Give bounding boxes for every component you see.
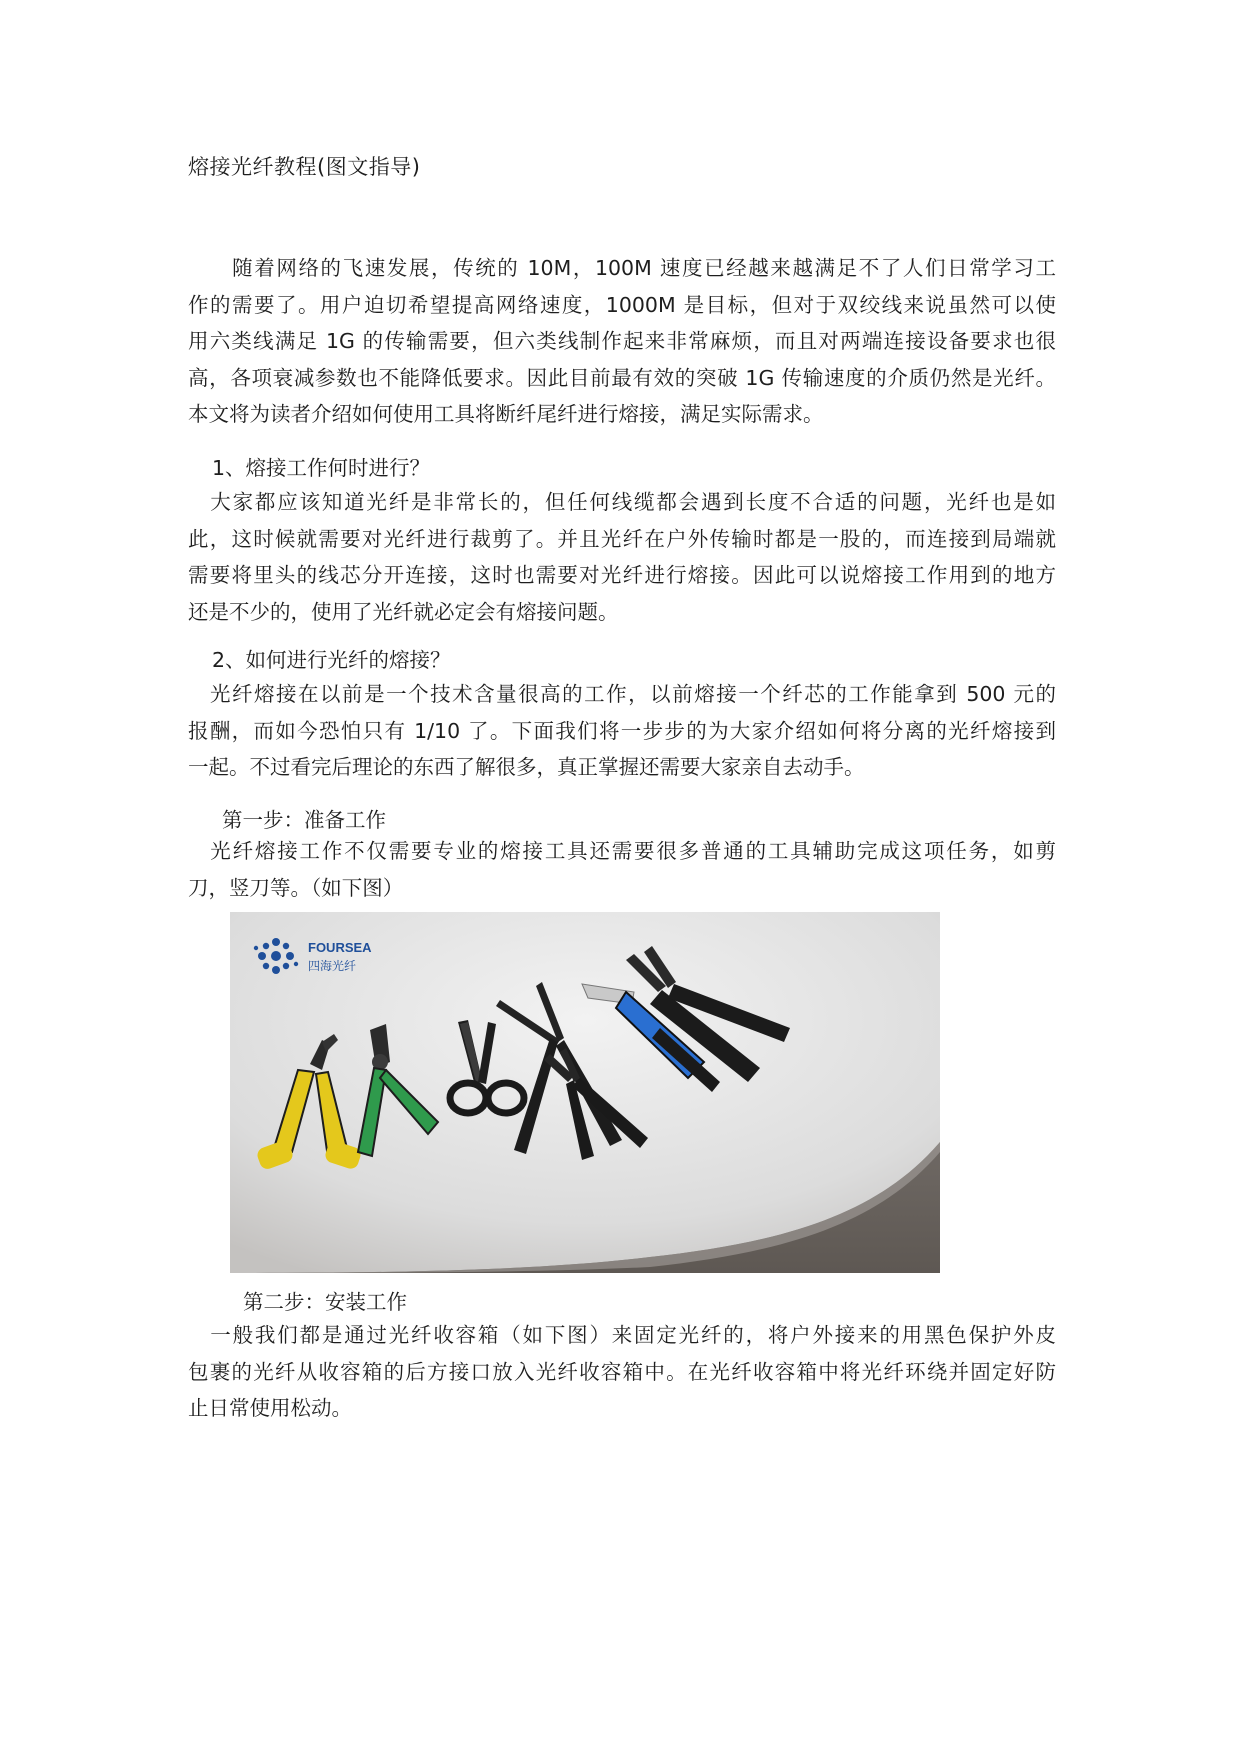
paragraph-line: 包裹的光纤从收容箱的后方接口放入光纤收容箱中。在光纤收容箱中将光纤环绕并固定好防 [188, 1359, 1056, 1384]
paragraph-line: 此，这时候就需要对光纤进行裁剪了。并且光纤在户外传输时都是一股的，而连接到局端就 [188, 526, 1056, 551]
paragraph-line: 报酬，而如今恐怕只有 1/10 了。下面我们将一步步的为大家介绍如何将分离的光纤熔接到 [188, 718, 1056, 743]
document-title: 熔接光纤教程(图文指导) [188, 155, 421, 179]
paragraph-line: 本文将为读者介绍如何使用工具将断纤尾纤进行熔接，满足实际需求。 [188, 402, 824, 426]
paragraph-line: 随着网络的飞速发展，传统的 10M，100M 速度已经越来越满足不了人们日常学习工 [188, 256, 1056, 280]
paragraph-line: 高，各项衰减参数也不能降低要求。因此目前最有效的突破 1G 传输速度的介质仍然是光纤。 [188, 365, 1056, 390]
paragraph-line: 需要将里头的线芯分开连接，这时也需要对光纤进行熔接。因此可以说熔接工作用到的地方 [188, 563, 1056, 587]
logo-cn-text: 四海光纤 [308, 959, 357, 973]
section-heading-2: 2、如何进行光纤的熔接？ [212, 648, 451, 672]
step-paragraph-2 [188, 1317, 1056, 1427]
section-heading-1: 1、熔接工作何时进行？ [212, 456, 431, 480]
paragraph-line: 一般我们都是通过光纤收容箱（如下图）来固定光纤的，将户外接来的用黑色保护外皮 [188, 1323, 1056, 1347]
section-paragraph-2 [188, 676, 1056, 786]
step-paragraph-1 [188, 833, 1056, 906]
paragraph-line: 还是不少的，使用了光纤就必定会有熔接问题。 [188, 599, 619, 624]
paragraph-line: 光纤熔接在以前是一个技术含量很高的工作，以前熔接一个纤芯的工作能拿到 500 元的 [188, 682, 1056, 706]
tools-illustration [230, 912, 940, 1273]
paragraph-line: 一起。不过看完后理论的东西了解很多，真正掌握还需要大家亲自去动手。 [188, 755, 865, 779]
paragraph-line: 作的需要了。用户迫切希望提高网络速度，1000M 是目标，但对于双绞线来说虽然可以使 [188, 292, 1056, 317]
logo-en-text: FOURSEA [308, 940, 372, 955]
step-heading-2: 第二步：安装工作 [243, 1290, 407, 1314]
intro-paragraph [188, 250, 1056, 433]
tools-photo [230, 912, 940, 1273]
paragraph-line: 光纤熔接工作不仅需要专业的熔接工具还需要很多普通的工具辅助完成这项任务，如剪 [188, 839, 1056, 863]
step-heading-1: 第一步：准备工作 [222, 808, 386, 832]
paragraph-line: 止日常使用松动。 [188, 1396, 352, 1420]
section-paragraph-1 [188, 484, 1056, 630]
paragraph-line: 大家都应该知道光纤是非常长的，但任何线缆都会遇到长度不合适的问题，光纤也是如 [188, 490, 1056, 514]
paragraph-line: 刀，竖刀等。（如下图） [188, 875, 404, 900]
paragraph-line: 用六类线满足 1G 的传输需要，但六类线制作起来非常麻烦，而且对两端连接设备要求也很 [188, 329, 1056, 353]
